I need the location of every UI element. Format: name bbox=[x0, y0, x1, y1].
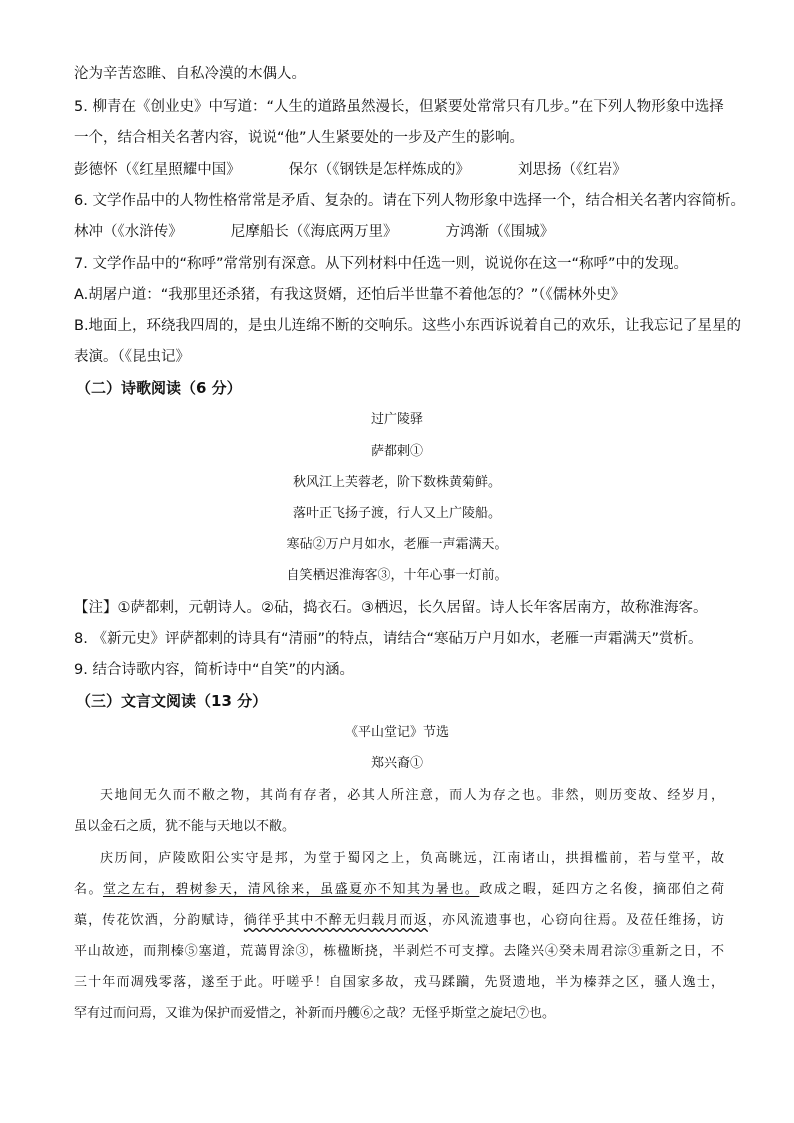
question-7: 7. 文学作品中的“称呼”常常别有深意。从下列材料中任选一则，说说你在这一“称呼”中的发现。 bbox=[74, 256, 688, 272]
option-item: 林冲（《水浒传》 bbox=[74, 224, 183, 240]
poem-title: 过广陵驿 bbox=[370, 412, 423, 427]
essay-paragraph-line: 庆历间，庐陵欧阳公实守是邦，为堂于蜀冈之上，负高眺远，江南诸山，拱揖槛前，若与堂平，故 bbox=[100, 851, 724, 866]
wavy-underlined-sentence: 徜徉乎其中不醉无归载月而返 bbox=[243, 913, 428, 928]
option-item: 方鸿渐（《围城》 bbox=[445, 224, 555, 240]
poem-note: 【注】①萨都剌，元朝诗人。②砧，捣衣石。③栖迟，长久居留。诗人长年客居南方，故称淮海客。 bbox=[74, 600, 708, 616]
essay-paragraph-line: 罕有过而问焉，又谁为保护而爱惜之，补新而丹艧⑥之哉？无怪乎斯堂之旋圮⑦也。 bbox=[74, 1006, 556, 1021]
poem-line: 落叶正飞扬子渡，行人又上广陵船。 bbox=[292, 506, 501, 521]
poem-author: 萨都剌① bbox=[370, 444, 423, 459]
question-9: 9. 结合诗歌内容，简析诗中“自笑”的内涵。 bbox=[74, 662, 354, 678]
option-item: 刘思扬（《红岩》 bbox=[518, 162, 627, 178]
essay-title: 《平山堂记》节选 bbox=[344, 725, 449, 740]
poem-line: 秋风江上芙蓉老，阶下数株黄菊鲜。 bbox=[292, 475, 501, 490]
question-7-material-b: B.地面上，环绕我四周的，是虫儿连绵不断的交响乐。这些小东西诉说着自己的欢乐，让我忘记了星星的 bbox=[74, 318, 742, 334]
question-5: 5. 柳青在《创业史》中写道：“人生的道路虽然漫长，但紧要处常常只有几步。”在下列人物形象中选择 bbox=[74, 99, 724, 115]
question-5-cont: 一个，结合相关名著内容，说说“他”人生紧要处的一步及产生的影响。 bbox=[74, 130, 525, 146]
essay-paragraph-line: 虽以金石之质，犹不能与天地以不敝。 bbox=[74, 819, 296, 834]
question-8: 8. 《新元史》评萨都剌的诗具有“清丽”的特点，请结合“寒砧万户月如水，老雁一声霜满天”赏析。 bbox=[74, 631, 703, 647]
option-item: 彭德怀（《红星照耀中国》 bbox=[74, 162, 241, 178]
question-5-options bbox=[74, 160, 724, 180]
poem-line: 寒砧②万户月如水，老雁一声霜满天。 bbox=[286, 537, 508, 552]
essay-text: 政成之暇，延四方之名俊，摘邵伯之荷 bbox=[479, 882, 724, 897]
essay-text: 蕖，传花饮酒，分韵赋诗， bbox=[74, 913, 244, 928]
section-heading-classical: （三）文言文阅读（13 分） bbox=[76, 692, 268, 710]
section-heading-poetry: （二）诗歌阅读（6 分） bbox=[76, 379, 242, 397]
essay-paragraph-line: 三十年而凋残零落，遂至于此。吁嗟乎！自国家多故，戎马蹂躏，先贤遗地，半为榛莽之区，骚人逸士， bbox=[74, 975, 724, 990]
underlined-sentence: 堂之左右，碧树参天，清风徐来，虽盛夏亦不知其为暑也。 bbox=[102, 882, 480, 897]
essay-paragraph-line bbox=[74, 911, 724, 931]
question-7-material-a: A.胡屠户道：“我那里还杀猪，有我这贤婿，还怕后半世靠不着他怎的？”（《儒林外史》 bbox=[74, 287, 626, 303]
essay-paragraph-line: 天地间无久而不敝之物，其尚有存者，必其人所注意，而人为存之也。非然，则历变故、经岁月， bbox=[100, 788, 724, 803]
poem-line: 自笑栖迟淮海客③，十年心事一灯前。 bbox=[286, 568, 508, 583]
essay-paragraph-line: 平山故迹，而荆榛⑤塞道，荒蔼胃涂③，栋楹断挠，半剥烂不可支撑。去隆兴④癸未周君淙③重新之日，不 bbox=[74, 944, 724, 959]
essay-text: 名。 bbox=[74, 882, 103, 897]
essay-text: ，亦风流遗事也，心窃向往焉。及莅任维扬，访 bbox=[427, 913, 724, 928]
essay-author: 郑兴裔① bbox=[370, 756, 423, 771]
essay-paragraph-line bbox=[74, 880, 724, 900]
text-line: 沦为辛苦恣睢、自私冷漠的木偶人。 bbox=[74, 66, 306, 82]
question-6-options bbox=[74, 222, 724, 242]
option-item: 尼摩船长（《海底两万里》 bbox=[230, 224, 398, 240]
question-7-material-b-cont: 表演。（《昆虫记》 bbox=[74, 349, 190, 365]
option-item: 保尔（《钢铁是怎样炼成的》 bbox=[288, 162, 470, 178]
question-6: 6. 文学作品中的人物性格常常是矛盾、复杂的。请在下列人物形象中选择一个，结合相关名著内容简析。 bbox=[74, 193, 745, 209]
